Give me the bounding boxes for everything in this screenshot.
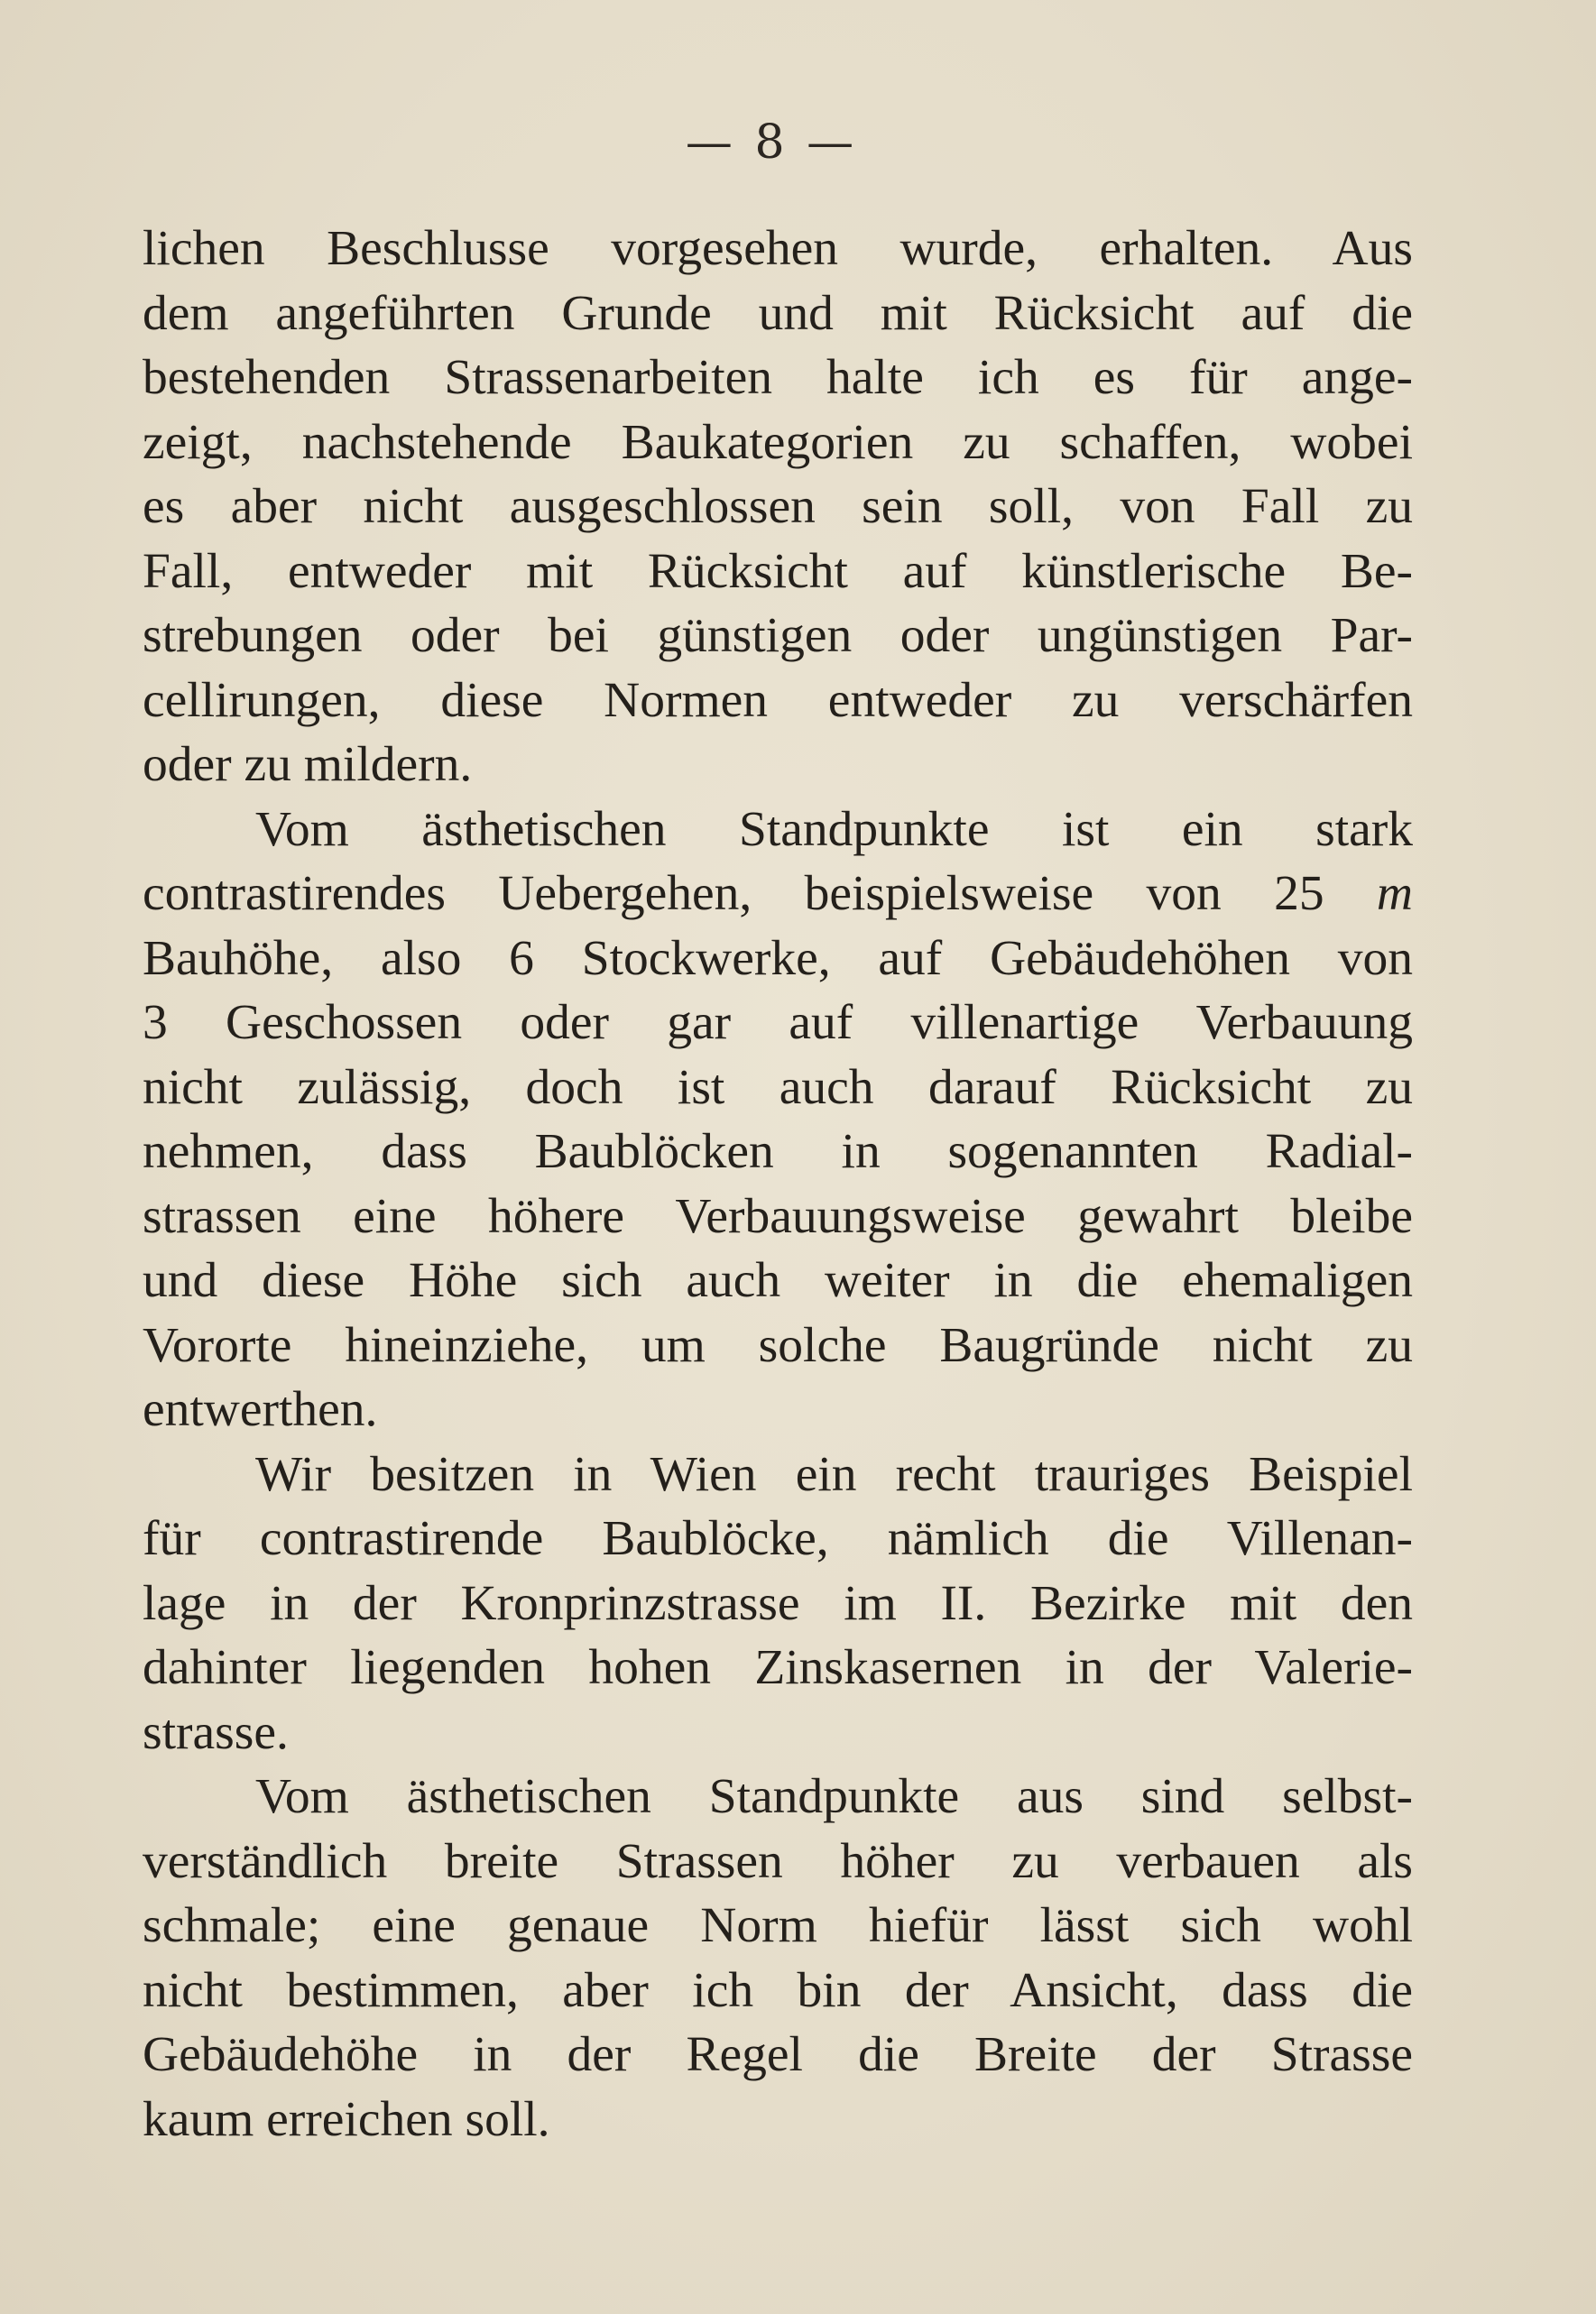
text-line: schmale; eine genaue Norm hiefür lässt sich wohl bbox=[143, 1898, 1413, 1953]
text-line: es aber nicht ausgeschlossen sein soll, von Fall zu bbox=[143, 479, 1413, 534]
text-line: Gebäudehöhe in der Regel die Breite der Strasse bbox=[143, 2027, 1413, 2082]
text-line-with-unit bbox=[143, 862, 1413, 927]
text-line-part: contrastirendes Uebergehen, beispielsweise von 25 bbox=[143, 866, 1324, 921]
text-line: Vom ästhetischen Standpunkte aus sind selbst- bbox=[255, 1769, 1413, 1824]
text-line: strebungen oder bei günstigen oder ungünstigen Par- bbox=[143, 608, 1413, 663]
text-line: und diese Höhe sich auch weiter in die ehemaligen bbox=[143, 1253, 1413, 1308]
text-line: kaum erreichen soll. bbox=[143, 2091, 550, 2147]
text-line: entwerthen. bbox=[143, 1382, 378, 1437]
text-line: Bauhöhe, also 6 Stockwerke, auf Gebäudehöhen von bbox=[143, 930, 1413, 986]
text-line: oder zu mildern. bbox=[143, 737, 473, 792]
text-line: für contrastirende Baublöcke, nämlich die Villenan- bbox=[143, 1511, 1413, 1566]
paragraph-1 bbox=[143, 217, 1413, 797]
body-text bbox=[143, 217, 1413, 2152]
text-line: 3 Geschossen oder gar auf villenartige Verbauung bbox=[143, 995, 1413, 1050]
text-line: nicht zulässig, doch ist auch darauf Rücksicht zu bbox=[143, 1059, 1413, 1115]
paragraph-2 bbox=[143, 797, 1413, 1443]
text-line: bestehenden Strassenarbeiten halte ich es für ange- bbox=[143, 350, 1413, 405]
text-line: zeigt, nachstehende Baukategorien zu schaffen, wobei bbox=[143, 414, 1413, 470]
text-line: strasse. bbox=[143, 1704, 289, 1760]
text-line: Wir besitzen in Wien ein recht trauriges Beispiel bbox=[255, 1446, 1413, 1502]
unit-metre: m bbox=[1376, 866, 1413, 921]
page-number: — 8 — bbox=[685, 115, 858, 170]
text-line: lage in der Kronprinzstrasse im II. Bezirke mit den bbox=[143, 1575, 1413, 1631]
text-line: nicht bestimmen, aber ich bin der Ansicht, dass die bbox=[143, 1962, 1413, 2018]
text-line: dahinter liegenden hohen Zinskasernen in der Valerie- bbox=[143, 1640, 1413, 1695]
text-line: nehmen, dass Baublöcken in sogenannten Radial- bbox=[143, 1124, 1413, 1179]
text-line: dem angeführten Grunde und mit Rücksicht auf die bbox=[143, 285, 1413, 341]
paragraph-4 bbox=[143, 1765, 1413, 2152]
text-line: strassen eine höhere Verbauungsweise gewahrt bleibe bbox=[143, 1188, 1413, 1244]
text-line: cellirungen, diese Normen entweder zu verschärfen bbox=[143, 672, 1413, 728]
text-line: Vom ästhetischen Standpunkte ist ein stark bbox=[255, 801, 1413, 857]
text-line: verständlich breite Strassen höher zu verbauen als bbox=[143, 1833, 1413, 1889]
text-line: lichen Beschlusse vorgesehen wurde, erhalten. Aus bbox=[143, 221, 1413, 276]
paragraph-3 bbox=[143, 1443, 1413, 1765]
text-line: Fall, entweder mit Rücksicht auf künstlerische Be- bbox=[143, 543, 1413, 599]
text-line: Vororte hineinziehe, um solche Baugründe nicht zu bbox=[143, 1317, 1413, 1373]
